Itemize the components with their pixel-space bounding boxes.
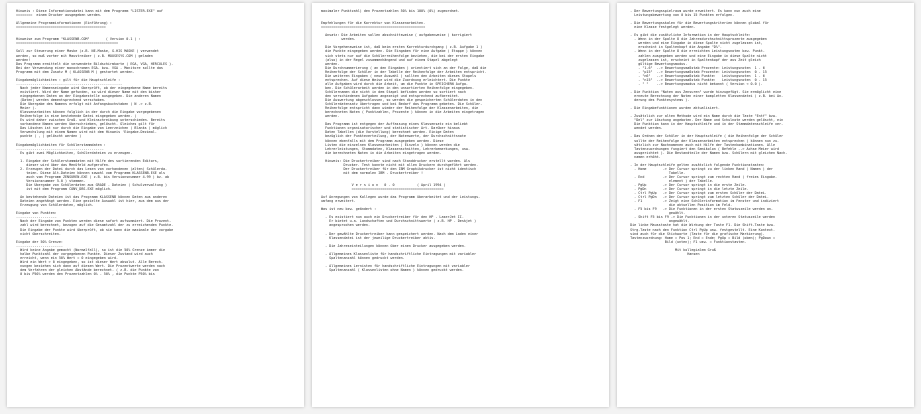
text-line: - Ctrl PgUp -> Der Cursor springt zum ersten Schüler der Datei. <box>626 191 767 196</box>
text-line: - Die Bewertungsskalen für die Bewertungskriterien können global für <box>626 21 769 26</box>
text-line: Die Funktion kann in der Hauptschleife und in der Stammdatenschleife ver- <box>626 122 784 127</box>
text-line: Spaltenanzahl ( Klassenlisten ohne Namen ) können gedruckt werden. <box>321 268 464 272</box>
text-line: Drucker. Test konnte nicht mit allen Druckern durchgeführt werden. <box>321 162 479 167</box>
text-line: Hansen <box>626 251 700 256</box>
text-line: - Wenn in der Spalte 8 die Jahresdurchschnittsprozente ausgegeben <box>626 37 767 42</box>
text-line: sollte der Reihenfolge der Klassenarbeiten entsprechen ) können nun zu- <box>626 138 780 143</box>
text-line: gewählt. <box>626 211 686 216</box>
text-line: Der Druckertreiber für den IBM Graphikdrucker ist nicht identisch <box>321 166 477 171</box>
text-line: bezüglich der Punkteverteilung, der Notenwerte, der Durchschnittsnote <box>321 134 466 139</box>
text-line: erscheint in Spaltenkopf die Angabe "D%". <box>626 45 722 50</box>
text-line: dieser wird über das Menüfeld aufgerufen. <box>16 162 110 167</box>
text-line: 0 bis P50% werden den Prozentzahlen 0% - 50% , die Punkte P50% bis <box>16 272 155 277</box>
text-line: (Daten) werden dementsprechend verschoben. <box>16 98 106 103</box>
text-line: Die Eingabe der Punkte wird überprüft, ob sie kann die maximale der vorgabe <box>16 227 174 232</box>
text-line: Wird ein Wert > 0 eingegeben, so ist dieser Wert absolut. Alle Berech- <box>16 259 163 264</box>
text-line: Eingabe der 50% Grenze: <box>16 239 63 244</box>
text-line: werden. <box>321 61 340 66</box>
text-line: Erzeugung von Schülerdaten, möglich. <box>16 203 94 208</box>
text-line: Nach jeder Namenseingabe wird überprüft, ob der eingegebene Name bereits <box>16 85 168 90</box>
text-line: - "n15" --> Bewertungsmaßstab Punkte: Leistungsnoten 0 - 15 <box>626 77 767 82</box>
text-line: Versionsnummer 5.0 ) stammen. <box>16 178 86 183</box>
text-line: punkte ( , ) gelöscht werden ) <box>16 134 82 139</box>
text-line: Tabelle. <box>626 170 686 175</box>
text-line: Auf Anregungen von Kollegen wurde das Programm überarbeitet und der Leistungs- <box>321 195 481 200</box>
text-line: ============================================= <box>321 187 444 192</box>
text-line: Programm mit dem Zusatz M ( KLASSENB M ) gestartet werden. <box>16 69 135 74</box>
text-line: berechneten Noten ( Punktzahlen, Prozente ) können in die Arbeiten eingetragen <box>321 110 485 115</box>
text-line: ---------------------------------------------------- <box>16 81 123 86</box>
text-line: - Der Bewertungsspielraum wurde erweitert. Es kann nun auch eine <box>626 9 761 13</box>
text-line: -------------------- <box>16 215 57 220</box>
text-line: ben. Die Schülerarbeit werden in den unsortierten Reihenfolge eingegeben. <box>321 85 475 90</box>
text-line: Spaltenanzahl können gedruckt werden. <box>321 255 405 260</box>
text-line: (also) in der Regel zusammenhängend und auf einem Stapel abgelegt <box>321 57 458 62</box>
text-line: Die Auswertung abgeschlossen, so werden die gespeicherten Schülerdaten in den <box>321 98 483 103</box>
text-line: erneute Berechnung der Noten einer kompletten Klassendatei ( z.B. bei Än- <box>626 93 784 98</box>
text-line: zugelassen ist, erscheint in Spaltenkopf der aus Zeit gleich <box>626 57 761 62</box>
text-line: derung des Punktesystems ). <box>626 98 690 103</box>
text-line: angesprochen werden. <box>321 223 370 228</box>
text-line: Die Übergabe des Namens erfolgt mit Anfangsbuchstaben ( N -> z.B. <box>16 102 153 107</box>
text-line: ======== einem Drucker ausgegeben werden. <box>16 13 102 18</box>
text-line: "Del" zur Löschung angeboten. Der Name und Schulnote werden gelöscht, ein <box>626 118 784 123</box>
text-line: Reihenfolge der Schüler in der Tabelle der Reihenfolge der Arbeiten entspricht. <box>321 69 487 74</box>
text-line: die aktuellen Position im Feld. <box>626 203 733 208</box>
text-line: - PgDn -> Der Cursor springt in die letzte Zeile. <box>626 187 749 192</box>
text-line: nungen beziehen sich dann auf diesen Wert. Die Prozentwerte werden nach <box>16 263 166 268</box>
text-line: maximaler Punktzahl) den Prozentzahlen 50% bis 100% (0%) zugeordnet. <box>321 9 460 13</box>
text-line: namen erhöht. <box>626 154 661 159</box>
text-line: nicht überschreiten. <box>16 231 61 236</box>
text-line: auch vom Programm ZENSUREN.EXE ( z.B. bis Versionsnummer 4.99 ) bz. ab <box>16 174 170 179</box>
text-line: zahlen ausgegeben werden und eine Eingabe in diese Spalte nicht <box>626 53 767 58</box>
text-line: - Der gewählte Druckertreiber kann gespeichert werden. Nach dem Laden einer <box>321 231 479 236</box>
text-line: - Allgemeines Klassenliste für handschriftliche Eintragungen mit variabler <box>321 251 477 256</box>
text-line: die berechneten Noten in die Arbeiten eingetragen werden. <box>321 150 442 155</box>
text-line: Die linke Mausstaste hat die Wirkung der Taste F1. Die Shift-Taste bzw. <box>626 223 776 228</box>
text-line: - In der Hauptschleife gelten zusätzlich folgende Funktionstasten: <box>626 162 765 167</box>
text-line: Hinweis: Die Druckertreiber sind nach Standdrucker erstellt worden. Als <box>321 158 471 163</box>
text-line: - Die Funktion "Noten aus Zensuren" wurde hinzugefügt. Sie ermöglicht eine <box>626 89 782 94</box>
text-line: Eingabemöglichkeiten für Schülerstammdaten : <box>16 142 106 147</box>
text-line: gültige Bewertungsmodus. <box>626 61 688 66</box>
text-line: - PgUp -> Der Cursor springt in die erste Zeile. <box>626 183 747 188</box>
text-line: umfang erweitert. <box>321 199 356 204</box>
text-line: Klassenarbeiten können folglich in der durch die Eingabe vorgegebenen <box>16 110 161 115</box>
text-line: Dateien angehängt werden. Eine gezielte Auswahl ist hier, aus dem aus der <box>16 199 170 204</box>
text-line: - Zusätzlich zur alten Methode wird ein Name durch die Taste "Entf" bzw. <box>626 114 778 119</box>
text-line: wendet werden. <box>626 126 663 131</box>
text-line: Tastenzuordnungen fungiert den Semikolon ( Befehle --> Achse Meier wird <box>626 146 780 151</box>
text-line: vorhandene Namen werden überschrieben, gelöscht. Gleiches gilt für <box>16 122 155 127</box>
text-line: eingegebenen Daten an der Eingabestelle ausgegeben. Die anderen Namen <box>16 93 161 98</box>
text-line: sind auch für die Stichworte (Taste für die grafische Markierung). <box>626 231 765 236</box>
text-line: dem Verfahren der gleichen Abstände berechnet. ( z.B. die Punkte von <box>16 268 159 272</box>
text-line: entsprechen. Auf diese Weise wird die Zuordnung erleichtert. Die Punkte <box>321 77 471 82</box>
text-line: mit dem normalen IBM - Druckertreiber ! <box>321 170 424 175</box>
text-line: Das Programm ermittelt die verwendete Bildschirmkarte ( EGA, VGA, HERCULES ). <box>16 61 174 66</box>
text-line: - End -> Der Cursor springt zum rechten Rand ( freies Eingabe- <box>626 174 778 179</box>
text-line: Funktionen organisatorischer und statistischer Art. Darüber hinaus <box>321 126 460 131</box>
text-line: Verwechslung mit einem Namen wird mit dem Hinweis 'Eingabe-Dezimal- <box>16 130 157 135</box>
text-line: Reihenfolge in eine bestehende Datei eingegeben werden. ( <box>16 114 139 119</box>
text-line: Schülerdatensatz übertragen und bei Bedarf das Programm gebeten. Die Schüler- <box>321 102 483 107</box>
text-line: - F1 -> Zeigt eine Schülerinformation im Fenster und indiziert <box>626 199 780 204</box>
text-line: - Allgemeines Lernisten für handschriftliche Eintragungen mit variabler <box>321 263 471 268</box>
text-line: ================================================== <box>16 41 119 46</box>
text-line: - Das Ordnen der Schüler in der Hauptschleife ( die Reihenfolge der Schüler <box>626 134 784 139</box>
text-line: ist mit dem Programm CONV_DBS.EXE möglich. <box>16 187 112 192</box>
text-line: existiert. Wird der Name gefunden, so wird dieser Name mit den bisher <box>16 89 161 94</box>
text-line: werden, so muß vorher mit Maustreiber ( z.B. MOUSESYS.COM ) geladen <box>16 53 153 58</box>
text-line: ----------------------- <box>16 243 63 248</box>
text-line: angewählt. <box>626 219 690 224</box>
text-line: Meier ). <box>16 106 37 111</box>
text-line: Klassendatei ist der jeweilige Druckertreiber aktiv. <box>321 235 436 240</box>
text-line: Er bietet u.a. Landschaften und Durchschnittswerte ( z.B. HP - Deskjet ) <box>321 219 477 224</box>
text-line: Was ist neu bzw. geändert : <box>321 207 377 212</box>
text-line: die Punkte eingegeben werden. Die Eingaben für eine Aufgabe ( Etappe ) können <box>321 49 483 54</box>
text-line: Listen die einzelnen Klassenarbeiten ( Einzeln ) können werden die <box>321 142 460 147</box>
text-line: werden! <box>16 57 31 62</box>
text-line: Es wird daher zwischen Groß- und Kleinschreibung unterschieden. Bereits <box>16 118 166 123</box>
text-line: Tastenzuordnung: Home = Pos 1; End = Ende; PgUp = Bild (oben); PgDown = <box>626 235 776 240</box>
text-line: werden. <box>321 114 340 119</box>
text-line: - Shift F5 bis F9 -> Die Funktionen in der unteren Statuszeile werden <box>626 215 776 220</box>
text-line: werden und eine Eingabe in diese Spalte nicht zugelassen ist, <box>626 41 763 46</box>
text-line: alle Aufgaben wird durch die Arbeit, um die Punkte in SPEICHERN Aufga- <box>321 81 468 86</box>
text-line: Leistungsbewertung von 0 bis 15 Punkten erfolgen. <box>626 13 735 18</box>
text-line: - Die Eingabefunktionen wurden aktualisiert. <box>626 106 720 111</box>
text-line: Eingabemöglichkeiten : gilt für die Hauptschleife : <box>16 77 121 82</box>
text-line: Das Programm ist entgegen der Auffassung eines Klassensatz ein beliebt <box>321 122 468 127</box>
text-line: Hinweis : Diese Informationsdatei kann mit dem Programm "LISTER.EXE" auf <box>16 9 163 13</box>
text-line: Reihenfolge entspricht dann wieder der Reihenfolge der Klassenarbeiten, die <box>321 106 479 111</box>
text-line: Bild (unten); F1 usw. = Funktionstasten. <box>626 239 747 244</box>
text-line: - Wenn in der Spalte 8 die erreichten Leistungsnoten bzw. Punkt- <box>626 49 765 54</box>
text-line: ausgerichtet ). Die Bestandteile der Namen bzw. Schülern mit gleichen Nach- <box>626 150 788 155</box>
text-line: erreicht, wenn ein 50% Wert = 0 eingegeben wird. <box>16 255 119 260</box>
text-line: 2. Erzeugen der Datei durch das Lesen von vorhandenen (alten) Schülerda- <box>16 166 168 171</box>
text-line: Die weiteren Eingaben ( neue Auswahl ) sollten den Arbeiten dieses Stapels <box>321 73 477 78</box>
text-line: Bei der Verwendung einer monochromen EGA- bzw. VGA - Monitore sollte das <box>16 65 163 70</box>
text-line: ------------------------------------------- <box>16 146 104 151</box>
text-line: ============================================ <box>16 25 106 30</box>
text-line: Lehrerleistungen, Stammdaten, Klassenschnitten, Lehrerbemerkungen, usw. <box>321 146 471 151</box>
text-line: - "n6" --> Bewertungsmaßstab Punkte: Leistungsnoten 1 - 6 <box>626 73 765 78</box>
text-line: Allgemeine Programminformationen (Einführung) : <box>16 21 112 26</box>
text-line: - F5 bis F9 -> Die Funktionen in der ersten Statuszeile werden an- <box>626 207 773 212</box>
text-line: - "1-6" --> Bewertungsmaßstab Prozente: Leistungsnoten 1 - 6 <box>626 65 765 70</box>
text-line: halbe Punktzahl der vorgegebenen Punkte. Dieser Zustand wird auch <box>16 251 153 256</box>
text-line: sätzlich zur Nachnamenen auch mit Hilfe der Tastenkombinationen. Alle <box>626 142 776 147</box>
text-line: Strg-Taste nach den Funktion Ctrl PgUp usw. festgestellt. Eine Kontext- <box>626 227 776 232</box>
text-line: Mit kollegialem Gruß <box>626 247 716 252</box>
text-line: Ansatz: Die Arbeiten sollen abschnittsweise ( aufgabenweise ) korrigiert <box>321 33 473 38</box>
text-line: Eingabe von Punkten: <box>16 211 57 216</box>
text-line: Die Übergabe von Schülerdaten aus GRADE - Dateien ( Schulverwaltung ) <box>16 183 168 188</box>
text-line: - "p15" --> Bewertungsmaßstab Prozente: Leistungsnoten 0 - 15 <box>626 69 767 74</box>
text-line: - Home -> Der Cursor springt zu der linken Rand ( Namen ) der <box>626 166 773 171</box>
text-line: =================================================== <box>321 25 426 30</box>
text-line: element ) der Tabelle. <box>626 178 714 183</box>
text-line: den verschiedenen Aufgaben angezeigt und entsprechend aufbereitet. <box>321 93 460 98</box>
text-line: Das Löschen ist nur durch die Eingabe von Leerzeichen ( Blanks ) möglich <box>16 126 168 131</box>
text-line: An bestehende Dateien ist das Programm KLASSENB können Daten aus anderen <box>16 195 168 200</box>
text-line: eine Klasse festgelegt werden. <box>626 25 696 30</box>
text-line: Hinweise zum Programm "KLASSENB.COM" ( Version 0.1 ) : <box>16 37 141 42</box>
text-line: 1. Eingabe der Schülerstammdaten mit Hilfe des sortierenden Editors, <box>16 158 159 163</box>
document-page-3 <box>617 3 914 407</box>
text-line: Es gibt zwei Möglichkeiten, Schülerdateien zu erzeugen. <box>16 150 133 155</box>
text-line: Empfehlungen für die Korrektur von Klassenarbeiten. <box>321 21 426 26</box>
text-line: Schülernamen die nicht in dem Stapel befinden werden so sortiert nach <box>321 89 466 94</box>
text-line: - Ctrl PgDn -> Der Cursor springt zum letzten Schüler der Datei. <box>626 195 769 200</box>
text-line: - Es gibt die zusätzliche Information in der Hauptschleife: <box>626 33 751 38</box>
text-line: zahl wird berechnet, bezogen auf die Gesamtzahl der zu erreichenden Punkte. <box>16 223 174 228</box>
text-line: sich stets nur auf die Schülerreihenfolge beziehen, die bei der ersten Eingabe <box>321 53 485 58</box>
text-line: V e r s i o n 0 . 0 ( April 1994 ) <box>321 183 446 188</box>
text-line: Die Vorgehensweise ist, daß beim ersten Korrekturdurchgang ( z.B. Aufgabe 1 ) <box>321 45 483 50</box>
text-line: - Die Jahreseinteilungen können über einen Drucker ausgegeben werden. <box>321 243 466 248</box>
text-line: können ebenfalls mit dem Programm ausgegeben werden. Diese <box>321 138 444 143</box>
text-line: teien. Diese Alt-Dateien können sowohl vom Programm KLASSENB.EXE als <box>16 170 166 175</box>
text-line: werden. <box>321 37 356 42</box>
text-line: Wird keine Angabe gemacht (Normalfall), so ist die 50% Grenze immer die <box>16 247 166 252</box>
text-line: - Es existiert nun auch ein Druckertreiber für den HP - LaserJet II. <box>321 215 464 220</box>
document-page-2 <box>312 3 609 407</box>
text-line: Nach der Eingabe von Punkten werden diese sofort aufsummiert. Die Prozent- <box>16 219 172 224</box>
text-line: Daten Tabellen (die Vorstellung) berechnet werden. Einige Daten <box>321 130 454 135</box>
text-line: Die Durchnummerierung ( an den Eingaben ) orientiert sich an der Folge, daß die <box>321 65 487 70</box>
document-page-1 <box>7 3 304 407</box>
text-line: - " " --> Bewertungsmodus nicht bekannt ( Version < 0.0 ). <box>626 81 763 86</box>
text-line: Soll zur Steuerung einer Maske (z.B. NE-Maske, G-HIS MASKE ) verwendet <box>16 49 159 54</box>
